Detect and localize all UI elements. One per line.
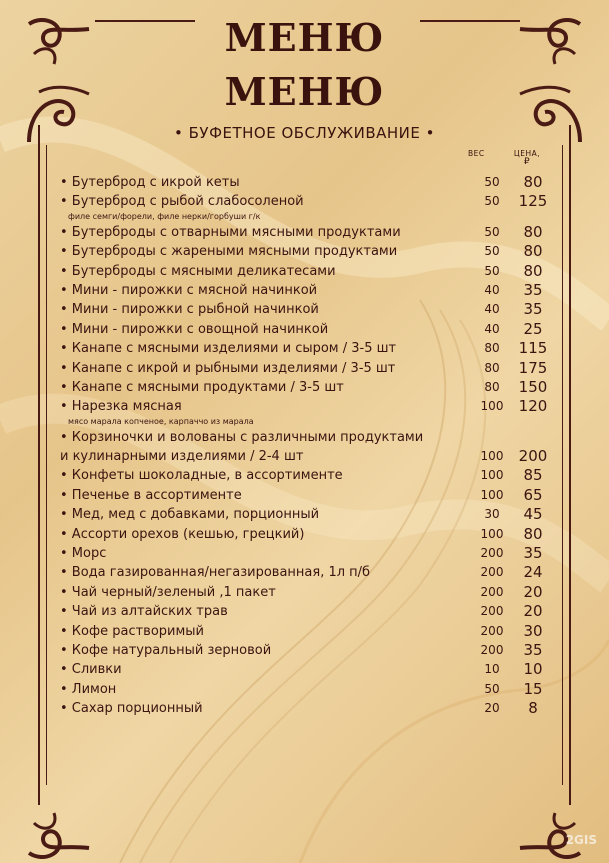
menu-item-row	[60, 660, 560, 679]
menu-item-row	[60, 466, 560, 485]
menu-item-weight: 50	[484, 244, 500, 259]
menu-item-weight: 200	[480, 565, 504, 580]
menu-title-top: МЕНЮ	[224, 15, 385, 60]
menu-item-row	[60, 320, 560, 339]
menu-item-name: • Чай из алтайских трав	[60, 604, 228, 620]
menu-item-row	[60, 173, 560, 192]
frame-right-line	[569, 125, 571, 805]
menu-item-name: • Вода газированная/негазированная, 1л п/б	[60, 565, 371, 581]
menu-item-weight: 40	[484, 302, 500, 317]
menu-item-name: • Мини - пирожки с мясной начинкой	[60, 282, 318, 298]
menu-item-weight: 200	[480, 642, 504, 657]
menu-item-row	[60, 262, 560, 281]
menu-item-price: 115	[518, 339, 548, 358]
menu-item-weight: 100	[480, 468, 504, 483]
menu-item-price: 20	[523, 602, 543, 621]
menu-item-weight: 80	[484, 341, 500, 356]
menu-item-row	[60, 428, 560, 447]
menu-item-name: • Сахар порционный	[60, 701, 203, 717]
menu-item-weight: 200	[480, 584, 504, 599]
frame-left-inner-line	[46, 145, 47, 785]
menu-item-price: 125	[518, 192, 548, 211]
menu-item-row	[60, 563, 560, 582]
menu-item-price: 24	[523, 563, 543, 582]
menu-item-name: • Бутерброды с отварными мясными продуктами	[60, 224, 401, 240]
menu-item-name: • Бутерброды с жареными мясными продуктами	[60, 244, 398, 260]
menu-item-name: • Сливки	[60, 662, 122, 678]
menu-item-row	[60, 281, 560, 300]
menu-item-name: • Бутерброд с рыбой слабосоленой	[60, 194, 304, 210]
menu-item-price: 80	[523, 261, 543, 280]
menu-item-name: • Нарезка мясная	[60, 399, 182, 415]
menu-item-name: • Чай черный/зеленый ,1 пакет	[60, 584, 276, 600]
watermark-logo: 2GIS	[565, 833, 597, 847]
menu-item-weight: 40	[484, 321, 500, 336]
menu-item-price: 15	[523, 679, 543, 698]
frame-right-inner-line	[562, 145, 563, 785]
menu-item-weight: 200	[480, 623, 504, 638]
menu-item-price: 35	[523, 640, 543, 659]
ornament-bottom-left-icon	[24, 793, 94, 863]
menu-item-row	[60, 544, 560, 563]
menu-item-price: 65	[523, 485, 543, 504]
menu-item-row	[60, 622, 560, 641]
menu-item-price: 80	[523, 173, 543, 191]
menu-item-name: • Ассорти орехов (кешью, грецкий)	[60, 526, 305, 542]
menu-item-price: 35	[523, 280, 543, 299]
menu-item-weight: 100	[480, 449, 504, 464]
menu-item-price: 80	[523, 222, 543, 241]
menu-item-weight: 100	[480, 487, 504, 502]
menu-item-weight: 50	[484, 224, 500, 239]
menu-item-price: 30	[523, 621, 543, 640]
menu-item-weight: 200	[480, 546, 504, 561]
menu-item-name: • Лимон	[60, 681, 117, 697]
menu-item-name: • Канапе с мясными продуктами / 3-5 шт	[60, 379, 344, 395]
menu-item-row	[60, 397, 560, 416]
menu-item-weight: 20	[484, 701, 500, 716]
menu-item-name: • Бутерброд с икрой кеты	[60, 175, 240, 190]
menu-item-weight: 40	[484, 282, 500, 297]
menu-item-weight: 50	[484, 263, 500, 278]
menu-item-price: 200	[518, 447, 548, 466]
menu-item-row	[60, 359, 560, 378]
menu-item-price: 35	[523, 544, 543, 563]
menu-item-name: • Канапе с икрой и рыбными изделиями / 3-5 шт	[60, 360, 396, 376]
menu-item-price: 8	[528, 699, 538, 718]
menu-item-name: • Мини - пирожки с овощной начинкой	[60, 321, 329, 337]
menu-item-name: • Канапе с мясными изделиями и сыром / 3-5 шт	[60, 341, 397, 357]
menu-item-weight: 10	[484, 662, 500, 677]
menu-item-price: 25	[523, 319, 543, 338]
menu-item-row	[60, 223, 560, 242]
menu-item-row	[60, 525, 560, 544]
menu-item-weight: 200	[480, 604, 504, 619]
menu-item-weight: 50	[484, 175, 500, 189]
menu-item-weight: 50	[484, 194, 500, 209]
menu-item-name: • Кофе растворимый	[60, 623, 205, 639]
menu-item-name: • Морс	[60, 546, 107, 562]
menu-item-price: 85	[523, 466, 543, 485]
menu-item-row	[60, 447, 560, 466]
menu-item-weight: 80	[484, 379, 500, 394]
menu-item-row	[60, 699, 560, 718]
menu-item-name: • Бутерброды с мясными деликатесами	[60, 263, 336, 279]
menu-items-list	[60, 173, 560, 719]
price-column-header	[510, 149, 544, 167]
menu-item-name: • Конфеты шоколадные, в ассортименте	[60, 468, 343, 484]
price-column-label: ЦЕНА,	[513, 149, 541, 158]
menu-item-row	[60, 378, 560, 397]
menu-item-row	[60, 583, 560, 602]
frame-left-line	[38, 125, 40, 805]
ornament-bottom-right-icon	[515, 793, 585, 863]
menu-item-weight: 50	[484, 681, 500, 696]
menu-item-name: и кулинарными изделиями / 2-4 шт	[60, 449, 304, 465]
menu-item-name: • Мини - пирожки с рыбной начинкой	[60, 302, 319, 318]
section-subtitle: • БУФЕТНОЕ ОБСЛУЖИВАНИЕ •	[174, 124, 435, 142]
menu-item-price: 150	[518, 377, 548, 396]
menu-item-name: • Корзиночки и волованы с различными продуктами	[60, 429, 424, 445]
menu-item-row	[60, 192, 560, 211]
menu-item-row	[60, 486, 560, 505]
menu-item-weight: 30	[484, 507, 500, 522]
menu-item-price: 20	[523, 582, 543, 601]
menu-item-price: 45	[523, 505, 543, 524]
currency-label: ₽	[523, 157, 531, 167]
menu-item-name: • Мед, мед с добавками, порционный	[60, 507, 320, 523]
menu-item-row	[60, 339, 560, 358]
menu-item-row	[60, 300, 560, 319]
menu-item-row	[60, 242, 560, 261]
menu-item-price: 35	[523, 300, 543, 319]
menu-item-price: 10	[523, 660, 543, 679]
menu-item-note: мясо марала копченое, карпаччо из марала	[68, 416, 254, 426]
menu-item-name: • Печенье в ассортименте	[60, 487, 242, 503]
menu-item-weight: 100	[480, 526, 504, 541]
weight-column-header: ВЕС	[468, 149, 485, 158]
menu-item-weight: 100	[480, 399, 504, 414]
menu-item-price: 120	[518, 397, 548, 416]
menu-item-row	[60, 680, 560, 699]
menu-item-price: 80	[523, 242, 543, 261]
menu-title: МЕНЮ	[224, 69, 385, 114]
menu-item-row	[60, 505, 560, 524]
menu-item-price: 175	[518, 358, 548, 377]
menu-item-row	[60, 602, 560, 621]
menu-item-note: филе семги/форели, филе нерки/горбуши г/к	[68, 211, 261, 221]
menu-item-price: 80	[523, 524, 543, 543]
menu-item-weight: 80	[484, 360, 500, 375]
menu-item-name: • Кофе натуральный зерновой	[60, 642, 272, 658]
menu-item-row	[60, 641, 560, 660]
